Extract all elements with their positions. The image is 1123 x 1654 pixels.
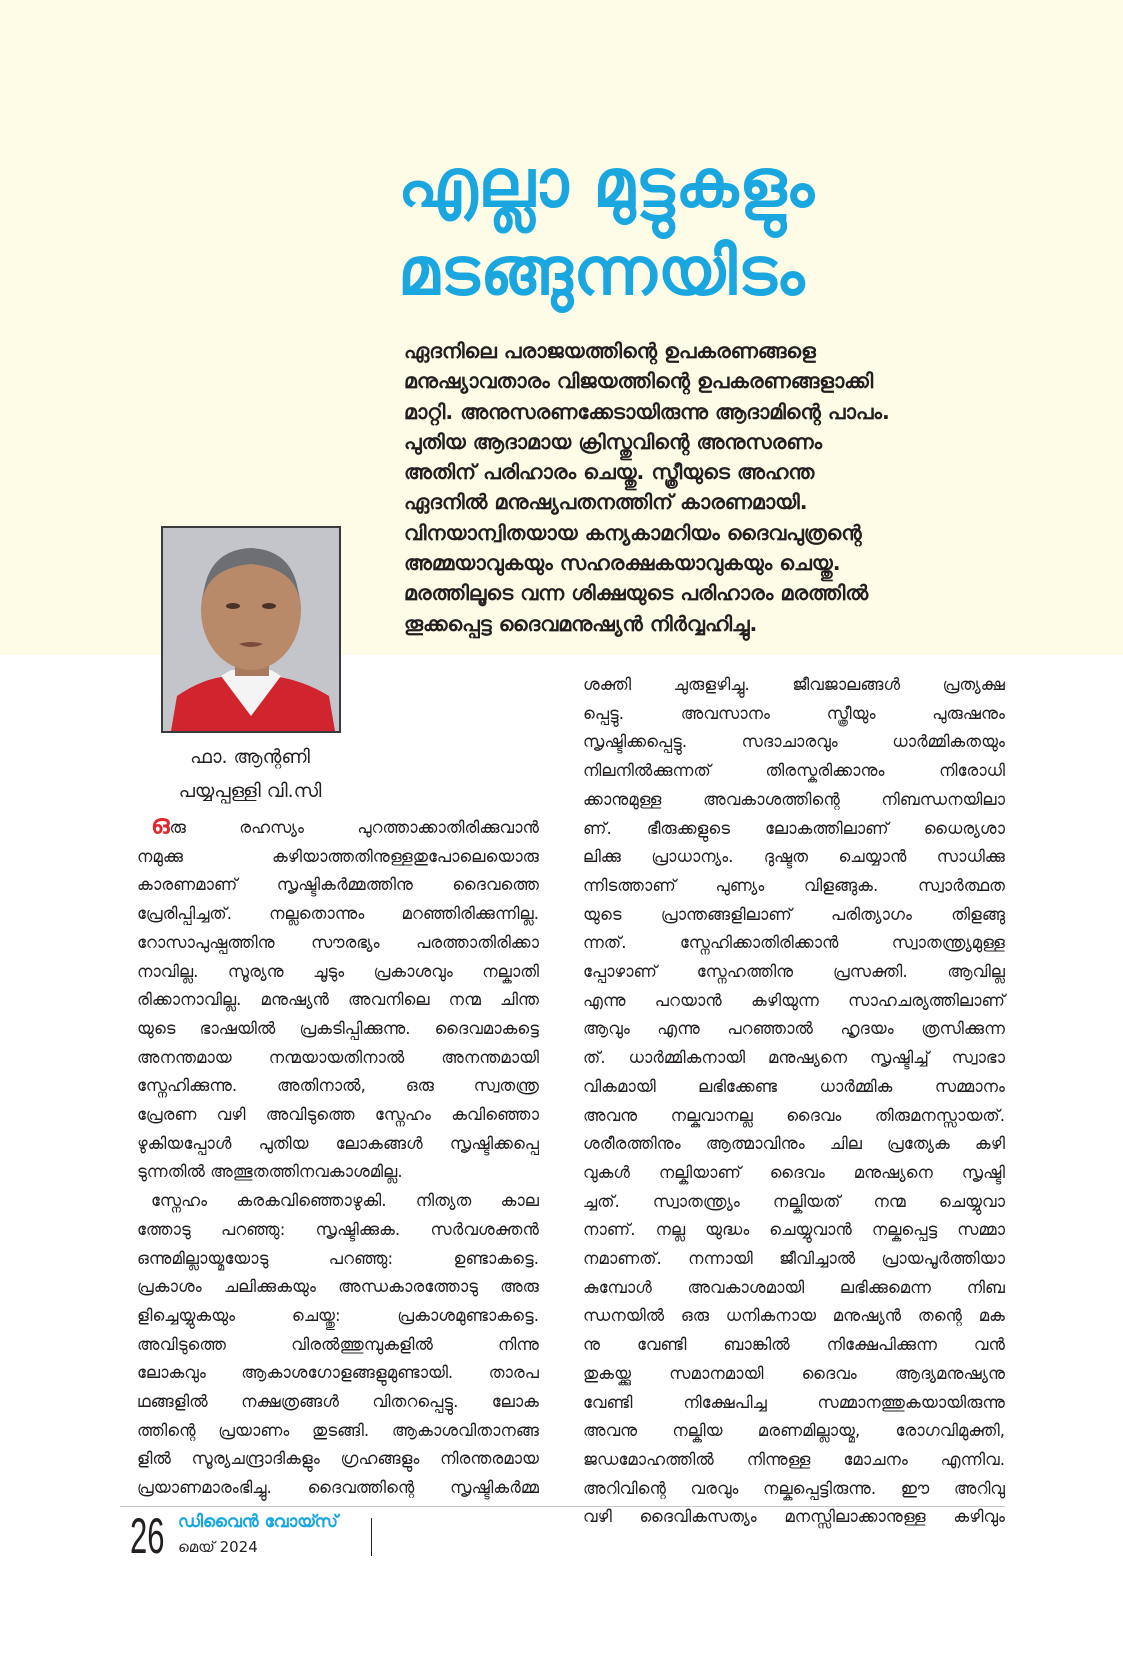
body-line: റോസാപുഷ്പത്തിനു സൗരഭ്യം പരത്താതിരിക്കാ bbox=[137, 932, 539, 952]
body-line: എന്നു പറയാൻ കഴിയുന്ന സാഹചര്യത്തിലാണ് bbox=[583, 990, 1005, 1010]
issue-date: മെയ് 2024 bbox=[178, 1538, 258, 1556]
body-line: പ്രകാശം ചലിക്കുകയും അന്ധകാരത്തോടു അരു bbox=[137, 1277, 539, 1297]
body-line: നാണ്. നല്ല യുദ്ധം ചെയ്യുവാൻ നല്കപ്പെട്ട സമ്മാ bbox=[583, 1220, 1005, 1240]
body-line: ഴുകിയപ്പോൾ പുതിയ ലോകങ്ങൾ സൃഷ്ടിക്കപ്പെ bbox=[137, 1133, 539, 1153]
intro-line: ഏദനിൽ മനുഷ്യപതനത്തിന് കാരണമായി. bbox=[404, 490, 808, 515]
body-line: പ്രേരണ വഴി അവിടുത്തെ സ്നേഹം കവിഞ്ഞൊ bbox=[137, 1105, 539, 1125]
body-line: ശക്തി ചുരുളഴിച്ചു. ജീവജാലങ്ങൾ പ്രത്യക്ഷ bbox=[583, 675, 1005, 694]
body-line: നിലനിൽക്കുന്നത് തിരസ്കരിക്കാനും നിരോധി bbox=[583, 761, 1005, 781]
body-line: ത്തിന്റെ പ്രയാണം തുടങ്ങി. ആകാശവിതാനങ്ങ bbox=[137, 1420, 539, 1440]
intro-line: അമ്മയാവുകയും സഹരക്ഷകയാവുകയും ചെയ്തു. bbox=[404, 551, 841, 576]
author-name-line2: പയ്യപ്പള്ളി വി.സി bbox=[178, 780, 322, 802]
intro-line: അതിന് പരിഹാരം ചെയ്തു. സ്ത്രീയുടെ അഹന്ത bbox=[404, 460, 815, 485]
body-line: സ്നേഹിക്കുന്നു. അതിനാൽ, ഒരു സ്വതന്ത്ര bbox=[137, 1076, 539, 1096]
author-name-line1: ഫാ. ആന്റണി bbox=[190, 746, 310, 768]
body-line: നമുക്കു കഴിയാത്തതിനുള്ളതുപോലെയൊരു bbox=[137, 846, 539, 866]
body-line: ത്തോടു പറഞ്ഞു: സൃഷ്ടിക്കുക. സർവശക്തൻ bbox=[137, 1219, 539, 1239]
author-portrait-illustration bbox=[163, 528, 339, 731]
body-column-right bbox=[583, 671, 1005, 1532]
body-column-left bbox=[137, 811, 539, 1503]
intro-line: ഏദനിലെ പരാജയത്തിന്റെ ഉപകരണങ്ങളെ bbox=[404, 339, 816, 363]
body-line: തുകയ്ക്കു സമാനമായി ദൈവം ആദ്യമനുഷ്യനു bbox=[583, 1363, 1005, 1383]
body-line: നു വേണ്ടി ബാങ്കിൽ നിക്ഷേപിക്കുന്ന വൻ bbox=[583, 1335, 1005, 1355]
intro-line: മരത്തിലൂടെ വന്ന ശിക്ഷയുടെ പരിഹാരം മരത്തിൽ bbox=[404, 581, 869, 606]
body-line: ന്നിടത്താണ് പുണ്യം വിളങ്ങുക. സ്വാർത്ഥത bbox=[583, 875, 1005, 895]
body-line: കുമ്പോൾ അവകാശമായി ലഭിക്കുമെന്ന നിബ bbox=[583, 1277, 1005, 1297]
body-line: വുകൾ നല്കിയാണ് ദൈവം മനുഷ്യനെ സൃഷ്ടി bbox=[583, 1162, 1005, 1182]
title-line: മടങ്ങുന്നയിടം bbox=[398, 233, 806, 310]
intro-line: വിനയാന്വിതയായ കന്യകാമറിയം ദൈവപുത്രന്റെ bbox=[404, 520, 862, 545]
author-caption bbox=[140, 740, 360, 808]
body-line: നാവില്ല. സൂര്യനു ചൂടും പ്രകാശവും നല്കാതി bbox=[137, 961, 539, 981]
body-line: വഴി ദൈവികസത്യം മനസ്സിലാക്കാനുള്ള കഴിവും bbox=[583, 1507, 1005, 1527]
body-line: അവനു നല്കുവാനല്ല ദൈവം തിരുമനസ്സായത്. bbox=[583, 1105, 1005, 1125]
title-line: എല്ലാ മുട്ടുകളും bbox=[398, 145, 816, 222]
body-line: അവിടുത്തെ വിരൽത്തുമ്പുകളിൽ നിന്നു bbox=[137, 1334, 539, 1354]
body-line: പ്രയാണമാരംഭിച്ചു. ദൈവത്തിന്റെ സൃഷ്ടികർമ്മ bbox=[137, 1478, 539, 1498]
body-line: പ്പോഴാണ് സ്നേഹത്തിനു പ്രസക്തി. ആവില്ല bbox=[583, 962, 1005, 982]
body-line: അനന്തമായ നന്മയായതിനാൽ അനന്തമായി bbox=[137, 1047, 539, 1067]
footer-divider-line bbox=[120, 1506, 1005, 1507]
body-line: ളിൽ സൂര്യചന്ദ്രാദികളും ഗ്രഹങ്ങളും നിരന്തരമായ bbox=[137, 1449, 539, 1469]
intro-line: പുതിയ ആദാമായ ക്രിസ്തുവിന്റെ അനുസരണം bbox=[404, 429, 823, 454]
body-line: സ്നേഹം കരകവിഞ്ഞൊഴുകി. നിത്യത കാല bbox=[151, 1191, 539, 1211]
body-line: പ്പെട്ടു. അവസാനം സ്ത്രീയും പുരുഷനും bbox=[583, 703, 1005, 723]
author-photo bbox=[161, 526, 341, 733]
body-line: ക്കാനുമുള്ള അവകാശത്തിന്റെ നിബന്ധനയിലാ bbox=[583, 789, 1005, 809]
body-line: ആവും എന്നു പറഞ്ഞാൽ ഹൃദയം ത്രസിക്കുന്ന bbox=[583, 1019, 1005, 1039]
body-line: അറിവിന്റെ വരവും നല്കപ്പെട്ടിരുന്നു. ഈ അറിവു bbox=[583, 1478, 1005, 1498]
body-line: സൃഷ്ടിക്കപ്പെട്ടു. സദാചാരവും ധാർമ്മികതയും bbox=[583, 732, 1005, 752]
body-line: വേണ്ടി നിക്ഷേപിച്ച സമ്മാനത്തുകയായിരുന്നു bbox=[583, 1392, 1005, 1412]
intro-line: തൂക്കപ്പെട്ട ദൈവമനുഷ്യൻ നിർവ്വഹിച്ചു. bbox=[404, 611, 758, 636]
body-line: ച്ചത്. സ്വാതന്ത്ര്യം നല്കിയത് നന്മ ചെയ്യുവാ bbox=[583, 1191, 1005, 1211]
footer-vertical-divider bbox=[371, 1518, 372, 1556]
body-line: ടുന്നതിൽ അത്ഭുതത്തിനവകാശമില്ല. bbox=[137, 1162, 403, 1182]
intro-line: മനുഷ്യാവതാരം വിജയത്തിന്റെ ഉപകരണങ്ങളാക്കി bbox=[404, 369, 874, 394]
body-line: ഥങ്ങളിൽ നക്ഷത്രങ്ങൾ വിതറപ്പെട്ടു. ലോക bbox=[137, 1392, 539, 1412]
body-line: നമാണത്. നന്നായി ജീവിച്ചാൽ പ്രായപൂർത്തിയാ bbox=[583, 1249, 1005, 1269]
body-line: കാരണമാണ് സൃഷ്ടികർമ്മത്തിനു ദൈവത്തെ bbox=[137, 875, 539, 895]
body-line: യുടെ ഭാഷയിൽ പ്രകടിപ്പിക്കുന്നു. ദൈവമാകട്ടെ bbox=[137, 1018, 539, 1038]
body-line: ന്ധനയിൽ ഒരു ധനികനായ മനുഷ്യൻ തന്റെ മക bbox=[583, 1306, 1005, 1326]
body-line: യുടെ പ്രാന്തങ്ങളിലാണ് പരിത്യാഗം തിളങ്ങു bbox=[583, 904, 1005, 924]
body-line: ളിച്ചെയ്യുകയും ചെയ്തു: പ്രകാശമുണ്ടാകട്ടെ. bbox=[137, 1305, 539, 1325]
body-line: ത്. ധാർമ്മികനായി മനുഷ്യനെ സൃഷ്ടിച്ച് സ്വാഭാ bbox=[583, 1048, 1005, 1068]
body-line: പ്രേരിപ്പിച്ചത്. നല്ലതൊന്നും മറഞ്ഞിരിക്കുന്നില്ല. bbox=[137, 904, 539, 924]
body-line: രിക്കാനാവില്ല. മനുഷ്യൻ അവനിലെ നന്മ ചിന്ത bbox=[137, 990, 539, 1010]
body-line: ഒന്നുമില്ലായ്മയോടു പറഞ്ഞു: ഉണ്ടാകട്ടെ. bbox=[137, 1248, 539, 1268]
article-intro bbox=[404, 336, 1004, 639]
body-line: ലിക്കു പ്രാധാന്യം. ദുഷ്ടത ചെയ്യാൻ സാധിക്കു bbox=[583, 847, 1005, 867]
body-line: ശരീരത്തിനും ആത്മാവിനും ചില പ്രത്യേക കഴി bbox=[583, 1134, 1005, 1154]
body-line: വികമായി ലഭിക്കേണ്ട ധാർമ്മിക സമ്മാനം bbox=[583, 1076, 1005, 1096]
body-line: ഒരു രഹസ്യം പുറത്താക്കാതിരിക്കുവാൻ bbox=[151, 810, 539, 840]
body-line: ന്നത്. സ്നേഹിക്കാതിരിക്കാൻ സ്വാതന്ത്ര്യമുള്ള bbox=[583, 933, 1005, 953]
body-line: ണ്. ഭീരുക്കളുടെ ലോകത്തിലാണ് ധൈര്യശാ bbox=[583, 818, 1005, 838]
body-line: ജഡമോഹത്തിൽ നിന്നുള്ള മോചനം എന്നിവ. bbox=[583, 1449, 1005, 1469]
drop-cap: ഒ bbox=[151, 810, 170, 840]
intro-line: മാറ്റി. അനുസരണക്കേടായിരുന്നു ആദാമിന്റെ പാപം. bbox=[404, 399, 890, 424]
body-line: ലോകവും ആകാശഗോളങ്ങളുമുണ്ടായി. താരപ bbox=[137, 1363, 539, 1383]
magazine-name: ഡിവൈൻ വോയ്സ് bbox=[178, 1512, 338, 1532]
body-line: അവനു നല്കിയ മരണമില്ലായ്മ, രോഗവിമുക്തി, bbox=[583, 1421, 1005, 1441]
page-number: 26 bbox=[130, 1508, 165, 1564]
article-title bbox=[398, 140, 1038, 316]
